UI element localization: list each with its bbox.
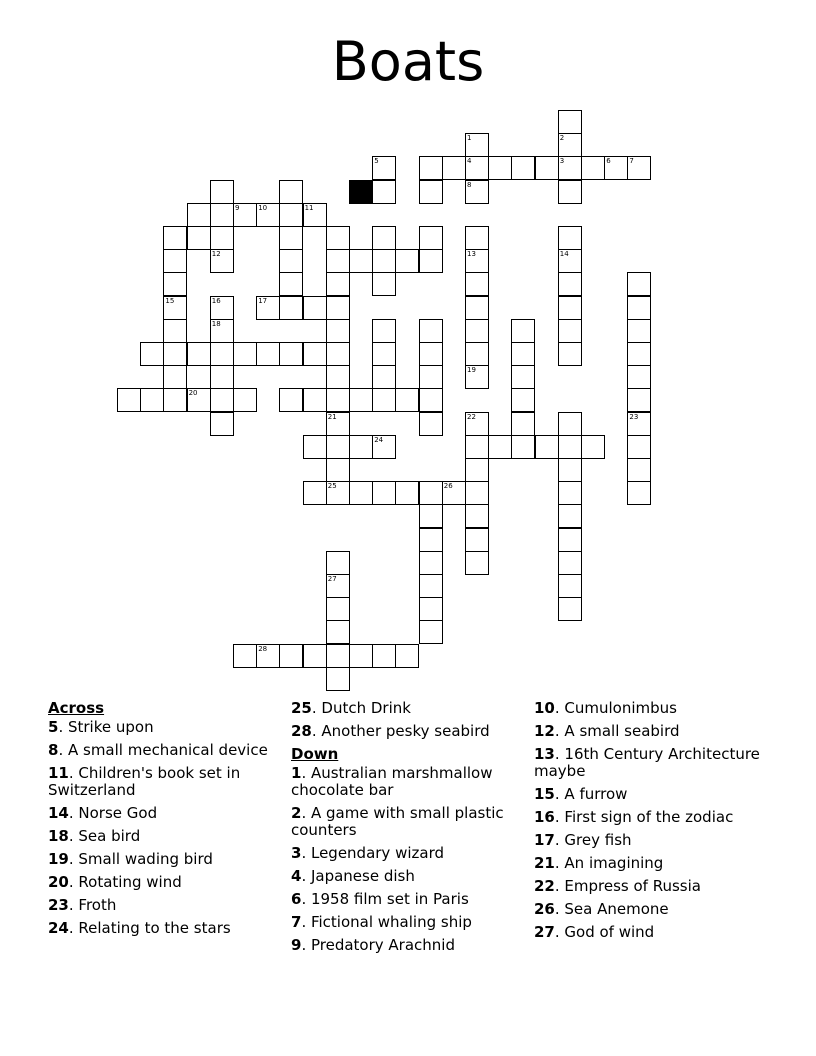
grid-cell[interactable] — [326, 342, 350, 366]
clue-across-19 — [48, 851, 278, 868]
grid-cell[interactable] — [326, 597, 350, 621]
clue-text: . God of wind — [554, 923, 655, 941]
grid-cell[interactable] — [558, 435, 582, 459]
grid-cell[interactable] — [419, 365, 443, 389]
grid-cell[interactable] — [210, 319, 234, 343]
grid-cell[interactable] — [511, 435, 535, 459]
clue-down-6 — [291, 891, 516, 908]
grid-cell[interactable] — [465, 249, 489, 273]
grid-cell[interactable] — [372, 388, 396, 412]
grid-cell[interactable] — [465, 481, 489, 505]
cell-number: 16 — [211, 296, 221, 305]
clue-across-23 — [48, 897, 278, 914]
cell-number: 10 — [258, 203, 268, 212]
grid-cell[interactable] — [326, 365, 350, 389]
cell-number: 27 — [327, 575, 337, 583]
clue-text: . Sea bird — [68, 827, 141, 845]
clue-down-2 — [291, 805, 516, 839]
cell-number: 22 — [467, 412, 476, 421]
grid-cell[interactable] — [303, 435, 327, 459]
grid-cell[interactable] — [279, 296, 303, 320]
clue-text: . Australian marshmallow chocolate bar — [291, 764, 493, 799]
grid-cell[interactable] — [558, 458, 582, 482]
cell-number: 5 — [374, 157, 379, 166]
clue-text: . Froth — [68, 896, 117, 914]
grid-cell[interactable] — [442, 481, 466, 505]
grid-cell[interactable] — [349, 644, 373, 668]
cell-number: 7 — [629, 157, 634, 166]
grid-cell[interactable] — [326, 412, 350, 436]
clue-number: 1 — [291, 764, 302, 782]
grid-cell[interactable] — [210, 226, 234, 250]
grid-cell[interactable] — [442, 156, 466, 180]
grid-cell[interactable] — [395, 644, 419, 668]
grid-cell[interactable] — [210, 296, 234, 320]
puzzle-title: Boats — [331, 30, 485, 93]
grid-cell[interactable] — [465, 342, 489, 366]
clue-number: 6 — [291, 890, 302, 908]
clue-text: . Another pesky seabird — [311, 722, 490, 740]
grid-cell[interactable] — [372, 180, 396, 204]
clue-text: . Relating to the stars — [68, 919, 231, 937]
grid-cell[interactable] — [303, 203, 327, 227]
cell-number: 19 — [467, 366, 476, 375]
clue-down-1 — [291, 765, 516, 799]
clue-text: . Dutch Drink — [311, 699, 411, 717]
grid-cell[interactable] — [395, 388, 419, 412]
cell-number: 14 — [559, 250, 569, 259]
grid-cell[interactable] — [511, 412, 535, 436]
grid-cell[interactable] — [187, 203, 211, 227]
grid-cell[interactable] — [419, 597, 443, 621]
across-heading: Across — [48, 699, 105, 717]
grid-cell[interactable] — [419, 388, 443, 412]
grid-cell[interactable] — [210, 249, 234, 273]
grid-cell[interactable] — [627, 365, 651, 389]
clue-text: . A small mechanical device — [58, 741, 268, 759]
grid-cell[interactable] — [210, 412, 234, 436]
clue-number: 27 — [534, 923, 555, 941]
grid-cell[interactable] — [163, 365, 187, 389]
grid-cell[interactable] — [163, 249, 187, 273]
grid-cell[interactable] — [233, 388, 257, 412]
grid-cell[interactable] — [627, 272, 651, 296]
grid-cell[interactable] — [419, 528, 443, 552]
clue-down-16 — [534, 809, 774, 826]
grid-cell[interactable] — [581, 156, 605, 180]
clue-across-25 — [291, 700, 516, 717]
grid-cell[interactable] — [558, 156, 582, 180]
clue-number: 15 — [534, 785, 555, 803]
clue-down-26 — [534, 901, 774, 918]
grid-cell[interactable] — [326, 435, 350, 459]
grid-cell[interactable] — [627, 319, 651, 343]
grid-cell[interactable] — [372, 156, 396, 180]
grid-cell[interactable] — [511, 342, 535, 366]
grid-cell[interactable] — [187, 342, 211, 366]
grid-cell[interactable] — [326, 481, 350, 505]
grid-cell[interactable] — [303, 342, 327, 366]
cell-number: 15 — [165, 296, 175, 305]
cell-number: 8 — [467, 180, 472, 189]
clue-down-3 — [291, 845, 516, 862]
clue-down-9 — [291, 937, 516, 954]
clue-number: 18 — [48, 827, 69, 845]
clue-number: 17 — [534, 831, 555, 849]
clue-across-20 — [48, 874, 278, 891]
grid-cell[interactable] — [279, 342, 303, 366]
clue-down-4 — [291, 868, 516, 885]
cell-number: 6 — [606, 157, 611, 166]
grid-cell[interactable] — [140, 342, 164, 366]
grid-cell[interactable] — [326, 296, 350, 320]
grid-cell[interactable] — [210, 180, 234, 204]
clue-text: . Children's book set in Switzerland — [48, 764, 241, 799]
cell-number: 20 — [188, 389, 198, 398]
grid-cell[interactable] — [419, 551, 443, 575]
grid-cell[interactable] — [233, 644, 257, 668]
down-heading: Down — [291, 745, 339, 763]
grid-cell[interactable] — [419, 249, 443, 273]
grid-cell[interactable] — [535, 156, 559, 180]
grid-cell[interactable] — [511, 319, 535, 343]
clue-number: 25 — [291, 699, 312, 717]
clue-text: . Sea Anemone — [554, 900, 669, 918]
grid-cell[interactable] — [372, 342, 396, 366]
clue-number: 13 — [534, 745, 555, 763]
grid-cell[interactable] — [187, 226, 211, 250]
grid-cell[interactable] — [627, 481, 651, 505]
clue-text: . Grey fish — [554, 831, 632, 849]
grid-cell[interactable] — [419, 412, 443, 436]
grid-cell[interactable] — [465, 133, 489, 157]
grid-cell[interactable] — [558, 110, 582, 134]
grid-cell[interactable] — [419, 180, 443, 204]
clue-across-8 — [48, 742, 278, 759]
grid-cell[interactable] — [419, 620, 443, 644]
grid-cell[interactable] — [256, 644, 280, 668]
grid-cell[interactable] — [465, 319, 489, 343]
cell-number: 2 — [559, 134, 565, 143]
grid-cell[interactable] — [558, 342, 582, 366]
grid-cell[interactable] — [558, 249, 582, 273]
cell-number: 1 — [467, 134, 472, 143]
clue-number: 19 — [48, 850, 69, 868]
grid-cell[interactable] — [558, 528, 582, 552]
grid-cell[interactable] — [465, 412, 489, 436]
clue-number: 8 — [48, 741, 59, 759]
grid-cell[interactable] — [511, 156, 535, 180]
clue-text: . Fictional whaling ship — [301, 913, 472, 931]
grid-cell[interactable] — [558, 296, 582, 320]
clue-text: . Norse God — [68, 804, 158, 822]
cell-number: 26 — [443, 482, 453, 491]
clue-column-1 — [48, 700, 278, 943]
cell-number: 18 — [211, 319, 221, 328]
grid-cell[interactable] — [372, 249, 396, 273]
clue-number: 21 — [534, 854, 555, 872]
grid-cell[interactable] — [511, 388, 535, 412]
grid-cell[interactable] — [349, 481, 373, 505]
grid-cell[interactable] — [233, 203, 257, 227]
grid-cell[interactable] — [163, 342, 187, 366]
clue-column-2 — [291, 700, 516, 960]
grid-cell[interactable] — [558, 319, 582, 343]
clue-text: . A furrow — [554, 785, 628, 803]
grid-cell[interactable] — [372, 435, 396, 459]
grid-cell[interactable] — [279, 388, 303, 412]
clue-number: 12 — [534, 722, 555, 740]
clue-number: 20 — [48, 873, 69, 891]
grid-cell[interactable] — [419, 481, 443, 505]
clue-down-27 — [534, 924, 774, 941]
grid-cell[interactable] — [558, 551, 582, 575]
cell-number: 24 — [374, 435, 384, 444]
grid-cell[interactable] — [581, 435, 605, 459]
clue-across-11 — [48, 765, 278, 799]
clue-number: 2 — [291, 804, 302, 822]
grid-cell[interactable] — [140, 388, 164, 412]
grid-cell[interactable] — [558, 272, 582, 296]
grid-cell[interactable] — [372, 644, 396, 668]
grid-cell[interactable] — [465, 365, 489, 389]
cell-number: 12 — [211, 250, 221, 259]
grid-cell[interactable] — [349, 388, 373, 412]
grid-cell[interactable] — [558, 226, 582, 250]
grid-cell[interactable] — [488, 435, 512, 459]
grid-cell[interactable] — [395, 249, 419, 273]
grid-cell[interactable] — [326, 667, 350, 691]
clue-down-21 — [534, 855, 774, 872]
grid-cell[interactable] — [163, 226, 187, 250]
clue-number: 11 — [48, 764, 69, 782]
grid-cell[interactable] — [465, 504, 489, 528]
clue-text: . A game with small plastic counters — [291, 804, 504, 839]
cell-number: 23 — [629, 412, 639, 421]
grid-cell[interactable] — [256, 296, 280, 320]
grid-cell[interactable] — [326, 388, 350, 412]
grid-cell[interactable] — [279, 226, 303, 250]
grid-cell[interactable] — [163, 272, 187, 296]
clue-text: . A small seabird — [554, 722, 680, 740]
grid-cell[interactable] — [627, 435, 651, 459]
clue-text: . Small wading bird — [68, 850, 213, 868]
clue-number: 3 — [291, 844, 302, 862]
grid-cell[interactable] — [465, 226, 489, 250]
grid-cell[interactable] — [558, 133, 582, 157]
clue-number: 5 — [48, 718, 59, 736]
grid-cell[interactable] — [372, 319, 396, 343]
grid-cell[interactable] — [627, 296, 651, 320]
clue-column-3 — [534, 700, 774, 947]
grid-cell[interactable] — [326, 272, 350, 296]
clue-across-5 — [48, 719, 278, 736]
clue-number: 7 — [291, 913, 302, 931]
clue-across-24 — [48, 920, 278, 937]
grid-cell[interactable] — [326, 620, 350, 644]
grid-cell[interactable] — [465, 551, 489, 575]
grid-cell[interactable] — [627, 342, 651, 366]
clue-down-10 — [534, 700, 774, 717]
grid-cell[interactable] — [187, 388, 211, 412]
grid-cell[interactable] — [279, 203, 303, 227]
grid-cell[interactable] — [627, 388, 651, 412]
clue-number: 10 — [534, 699, 555, 717]
grid-cell[interactable] — [511, 365, 535, 389]
clue-text: . Empress of Russia — [554, 877, 701, 895]
grid-cell[interactable] — [349, 435, 373, 459]
grid-cell[interactable] — [419, 319, 443, 343]
grid-cell[interactable] — [117, 388, 141, 412]
cell-number: 3 — [559, 157, 565, 166]
grid-cell[interactable] — [372, 226, 396, 250]
grid-cell[interactable] — [419, 156, 443, 180]
grid-cell[interactable] — [163, 388, 187, 412]
grid-cell[interactable] — [627, 412, 651, 436]
clue-text: . An imagining — [554, 854, 664, 872]
grid-cell[interactable] — [627, 458, 651, 482]
grid-cell[interactable] — [210, 203, 234, 227]
grid-cell[interactable] — [210, 342, 234, 366]
clue-text: . Strike upon — [58, 718, 154, 736]
grid-cell[interactable] — [558, 412, 582, 436]
clue-number: 23 — [48, 896, 69, 914]
clue-across-14 — [48, 805, 278, 822]
clue-down-22 — [534, 878, 774, 895]
grid-cell[interactable] — [326, 319, 350, 343]
grid-cell[interactable] — [488, 156, 512, 180]
clue-text: . 1958 film set in Paris — [301, 890, 469, 908]
grid-cell[interactable] — [604, 156, 628, 180]
grid-cell[interactable] — [279, 180, 303, 204]
grid-cell[interactable] — [303, 644, 327, 668]
grid-cell[interactable] — [419, 504, 443, 528]
grid-cell[interactable] — [326, 458, 350, 482]
clue-number: 28 — [291, 722, 312, 740]
clue-text: . Cumulonimbus — [554, 699, 677, 717]
grid-cell[interactable] — [419, 574, 443, 598]
grid-cell[interactable] — [419, 342, 443, 366]
cell-number: 13 — [467, 250, 476, 259]
grid-cell[interactable] — [303, 296, 327, 320]
clue-down-15 — [534, 786, 774, 803]
grid-cell[interactable] — [465, 528, 489, 552]
grid-cell[interactable] — [465, 296, 489, 320]
grid-cell[interactable] — [279, 644, 303, 668]
grid-cell[interactable] — [256, 203, 280, 227]
grid-cell[interactable] — [210, 365, 234, 389]
grid-cell[interactable] — [303, 481, 327, 505]
clue-down-7 — [291, 914, 516, 931]
clue-text: . Predatory Arachnid — [301, 936, 455, 954]
cell-number: 28 — [258, 644, 268, 653]
clue-text: . Japanese dish — [301, 867, 415, 885]
grid-cell[interactable] — [326, 644, 350, 668]
grid-cell[interactable] — [279, 249, 303, 273]
clue-number: 24 — [48, 919, 69, 937]
grid-cell[interactable] — [256, 342, 280, 366]
clue-number: 22 — [534, 877, 555, 895]
clue-number: 9 — [291, 936, 302, 954]
grid-cell[interactable] — [326, 249, 350, 273]
clue-text: . Rotating wind — [68, 873, 182, 891]
clue-number: 26 — [534, 900, 555, 918]
clue-down-12 — [534, 723, 774, 740]
grid-cell[interactable] — [326, 551, 350, 575]
grid-cell[interactable] — [558, 481, 582, 505]
grid-cell[interactable] — [558, 597, 582, 621]
cell-number: 4 — [467, 157, 472, 166]
grid-cell[interactable] — [233, 342, 257, 366]
blocked-cell — [349, 180, 373, 204]
clue-number: 4 — [291, 867, 302, 885]
grid-cell[interactable] — [303, 388, 327, 412]
grid-cell[interactable] — [465, 272, 489, 296]
grid-cell[interactable] — [163, 296, 187, 320]
grid-cell[interactable] — [210, 388, 234, 412]
grid-cell[interactable] — [465, 156, 489, 180]
grid-cell[interactable] — [465, 180, 489, 204]
grid-cell[interactable] — [372, 272, 396, 296]
grid-cell[interactable] — [465, 458, 489, 482]
grid-cell[interactable] — [419, 226, 443, 250]
grid-cell[interactable] — [326, 574, 350, 598]
cell-number: 9 — [235, 203, 240, 212]
grid-cell[interactable] — [349, 249, 373, 273]
clue-text: . 16th Century Architecture maybe — [534, 745, 760, 780]
clue-down-13 — [534, 746, 774, 780]
grid-cell[interactable] — [326, 226, 350, 250]
grid-cell[interactable] — [535, 435, 559, 459]
clue-number: 14 — [48, 804, 69, 822]
grid-cell[interactable] — [372, 481, 396, 505]
clue-down-17 — [534, 832, 774, 849]
grid-cell[interactable] — [372, 365, 396, 389]
clue-text: . Legendary wizard — [301, 844, 445, 862]
clue-number: 16 — [534, 808, 555, 826]
grid-cell[interactable] — [163, 319, 187, 343]
cell-number: 21 — [327, 412, 337, 421]
grid-cell[interactable] — [279, 272, 303, 296]
grid-cell[interactable] — [395, 481, 419, 505]
cell-number: 17 — [258, 296, 268, 305]
cell-number: 25 — [327, 482, 337, 491]
grid-cell[interactable] — [558, 504, 582, 528]
grid-cell[interactable] — [627, 156, 651, 180]
clue-text: . First sign of the zodiac — [554, 808, 734, 826]
grid-cell[interactable] — [558, 574, 582, 598]
clue-across-18 — [48, 828, 278, 845]
cell-number: 11 — [304, 203, 314, 212]
grid-cell[interactable] — [465, 435, 489, 459]
grid-cell[interactable] — [558, 180, 582, 204]
clue-across-28 — [291, 723, 516, 740]
